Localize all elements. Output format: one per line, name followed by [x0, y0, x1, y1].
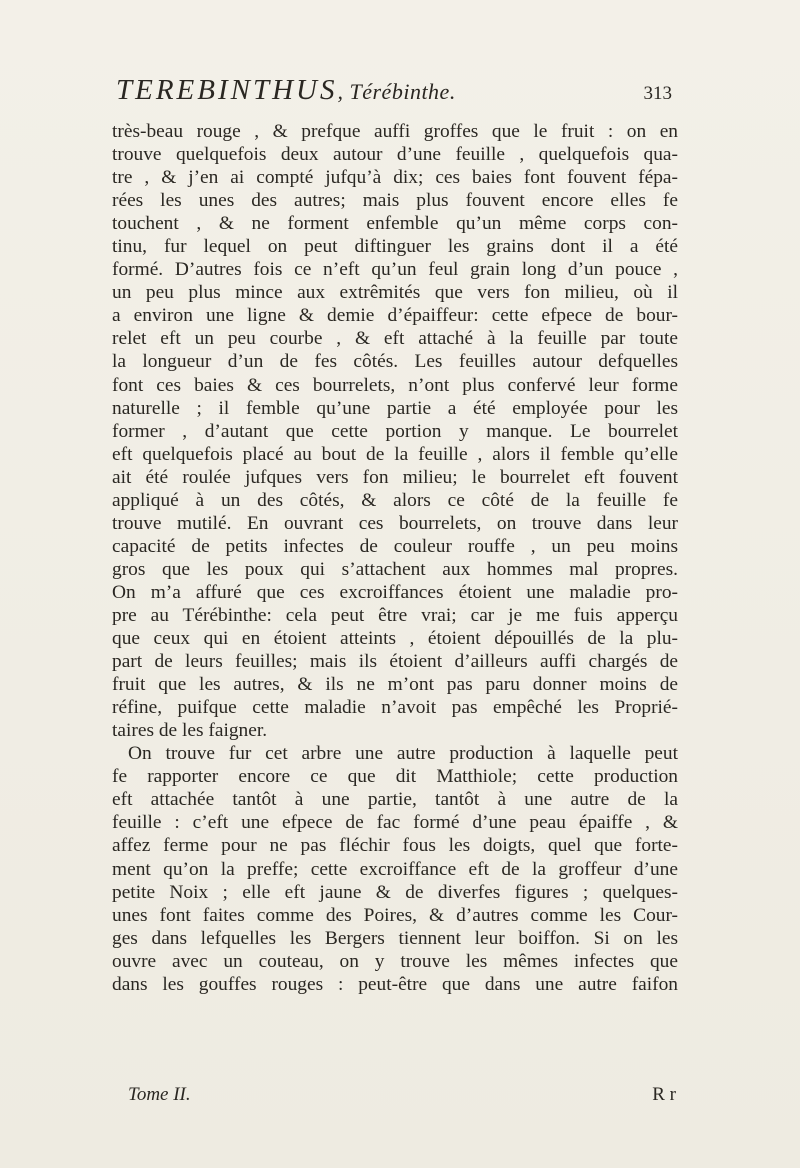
text-line: a environ une ligne & demie d’épaiffeur: cette efpece de bour-: [112, 305, 678, 327]
text-line: fruit que les autres, & ils ne m’ont pas paru donner moins de: [112, 674, 678, 696]
text-line: un peu plus mince aux extrêmités que vers fon milieu, où il: [112, 282, 678, 304]
page-number: 313: [643, 83, 672, 104]
text-line: font ces baies & ces bourrelets, n’ont plus confervé leur forme: [112, 374, 678, 396]
text-line: touchent , & ne forment enfemble qu’un même corps con-: [112, 213, 678, 235]
text-line: feuille : c’eft une efpece de fac formé d’une peau épaiffe , &: [112, 812, 678, 834]
text-line: trouve mutilé. En ouvrant ces bourrelets, on trouve dans leur: [112, 512, 678, 534]
text-line: appliqué à un des côtés, & alors ce côté de la feuille fe: [112, 489, 678, 511]
text-line: ges dans lefquelles les Bergers tiennent leur boiffon. Si on les: [112, 927, 678, 949]
text-line: gros que les poux qui s’attachent aux hommes mal propres.: [112, 558, 678, 580]
text-line: réfine, puifque cette maladie n’avoit pas empêché les Proprié-: [112, 697, 678, 719]
text-line: ouvre avec un couteau, on y trouve les mêmes infectes que: [112, 950, 678, 972]
text-line: relet eft un peu courbe , & eft attaché à la feuille par toute: [112, 328, 678, 350]
page-footer: [128, 1084, 676, 1110]
text-line: On m’a affuré que ces excroiffances étoient une maladie pro-: [112, 581, 678, 603]
volume-label: Tome II.: [128, 1084, 191, 1105]
text-line: eft attachée tantôt à une partie, tantôt à une autre de la: [112, 789, 678, 811]
text-line: taires de les faigner.: [112, 720, 268, 742]
text-line: la longueur d’un de fes côtés. Les feuilles autour defquelles: [112, 351, 678, 373]
text-line: tinu, fur lequel on peut diftinguer les grains dont il a été: [112, 236, 678, 258]
running-title-suffix: , Térébinthe.: [337, 79, 456, 104]
text-line: unes font faites comme des Poires, & d’autres comme les Cour-: [112, 904, 678, 926]
text-line: On trouve fur cet arbre une autre production à laquelle peut: [128, 743, 678, 765]
text-line: former , d’autant que cette portion y manque. Le bourrelet: [112, 420, 678, 442]
text-line: eft quelquefois placé au bout de la feuille , alors il femble qu’elle: [112, 443, 678, 465]
text-line: dans les gouffes rouges : peut-être que dans une autre faifon: [112, 973, 678, 995]
text-line: rées les unes des autres; mais plus fouvent encore elles fe: [112, 190, 678, 212]
text-line: part de leurs feuilles; mais ils étoient d’ailleurs auffi chargés de: [112, 651, 678, 673]
text-line: que ceux qui en étoient atteints , étoient dépouillés de la plu-: [112, 628, 678, 650]
text-line: petite Noix ; elle eft jaune & de diverfes figures ; quelques-: [112, 881, 678, 903]
running-title: [116, 74, 456, 107]
page-header: [116, 74, 676, 114]
text-line: capacité de petits infectes de couleur rouffe , un peu moins: [112, 535, 678, 557]
text-line: naturelle ; il femble qu’une partie a été employée pour les: [112, 397, 678, 419]
signature-mark: R r: [652, 1084, 676, 1105]
running-title-main: TEREBINTHUS: [116, 74, 338, 106]
text-line: trouve quelquefois deux autour d’une feuille , quelquefois qua-: [112, 144, 678, 166]
text-line: tre , & j’en ai compté jufqu’à dix; ces baies font fouvent fépa-: [112, 167, 678, 189]
text-line: affez ferme pour ne pas fléchir fous les doigts, quel que forte-: [112, 835, 678, 857]
body-text: [112, 120, 678, 996]
text-line: très-beau rouge , & prefque auffi groffes que le fruit : on en: [112, 121, 678, 142]
text-line: pre au Térébinthe: cela peut être vrai; car je me fuis apperçu: [112, 604, 678, 626]
text-line: ait été roulée jufques vers fon milieu; le bourrelet eft fouvent: [112, 466, 678, 488]
text-line: fe rapporter encore ce que dit Matthiole; cette production: [112, 766, 678, 788]
text-line: ment qu’on la preffe; cette excroiffance eft de la groffeur d’une: [112, 858, 678, 880]
text-line: formé. D’autres fois ce n’eft qu’un feul grain long d’un pouce ,: [112, 259, 678, 281]
